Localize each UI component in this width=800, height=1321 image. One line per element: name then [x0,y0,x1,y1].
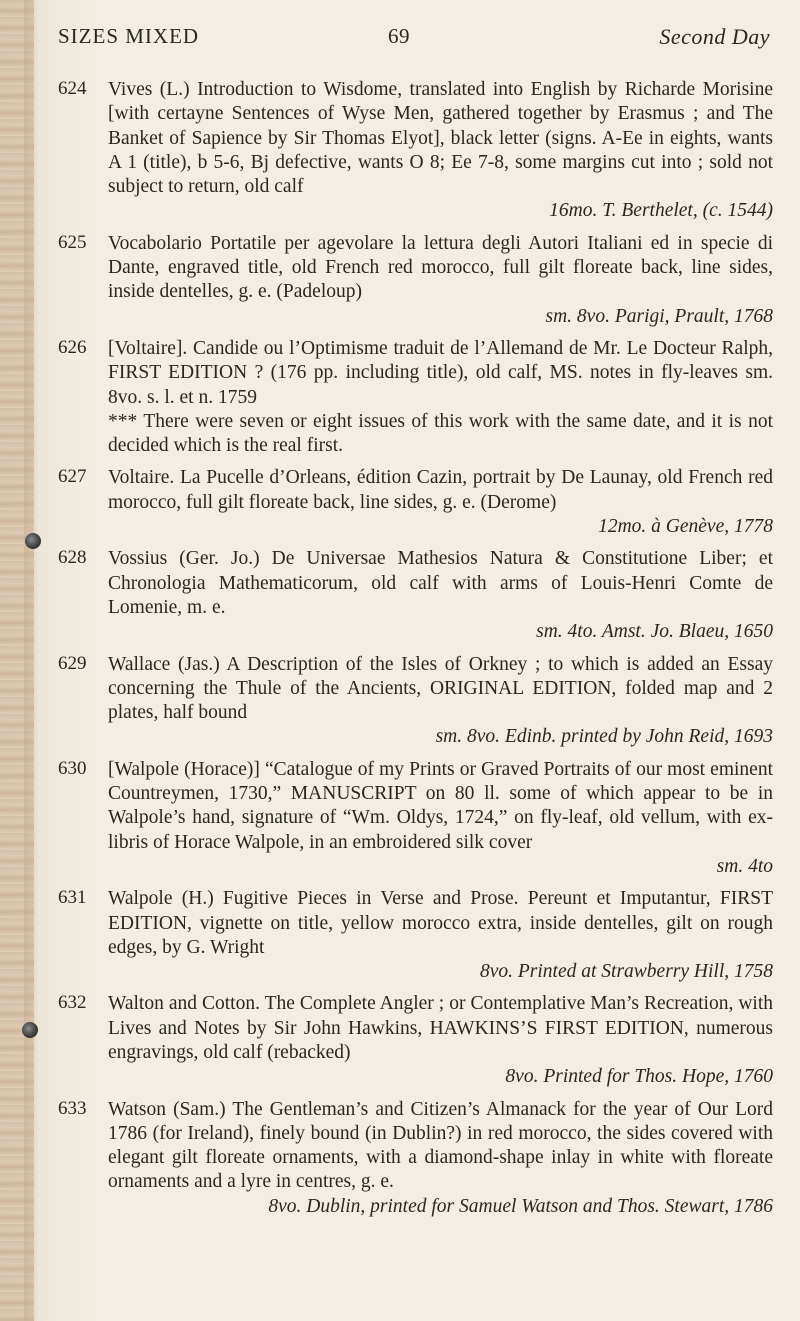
lot-number: 624 [58,78,87,99]
lot-imprint: sm. 8vo. Edinb. printed by John Reid, 1693 [435,726,773,748]
page-header [58,20,770,56]
lot-imprint: 16mo. T. Berthelet, (c. 1544) [549,200,773,222]
lot-description: Walpole (H.) Fugitive Pieces in Verse and Prose. Pereunt et Imputantur, FIRST EDITION, vignette on title, yellow morocco extra, inside dentelles, gilt on rough edges, by G. Wright [108,888,773,958]
lot-description: Vives (L.) Introduction to Wisdome, translated into English by Richarde Morisine [with certayne Sentences of Wyse Men, gathered together by Erasmus ; and The Banket of Sapience by Sir Thomas Elyot], black letter (signs. A-Ee in eights, wants A 1 (title), b 5-6, Bj defective, wants O 8; Ee 7-8, some margins cut into ; sold not subject to return, old calf [108,79,773,198]
page-edge-shadow [24,0,38,1321]
lot-entry [58,1098,773,1219]
lot-imprint: 8vo. Printed for Thos. Hope, 1760 [505,1066,773,1088]
lot-description: Voltaire. La Pucelle d’Orleans, édition Cazin, portrait by De Launay, old French red morocco, full gilt floreate back, line sides, g. e. (Derome) [108,467,773,513]
lot-number: 627 [58,466,87,488]
lot-number: 629 [58,652,87,674]
binding-hole-icon [22,1022,38,1038]
lot-note: *** There were seven or eight issues of this work with the same date, and it is not decided which is the real first. [108,410,773,457]
lot-number: 632 [58,992,87,1014]
lot-entry [58,887,773,984]
lot-number: 626 [58,336,87,358]
header-section: SIZES MIXED [58,24,200,48]
lot-entry [58,466,773,539]
lot-number: 630 [58,757,87,779]
lot-description: [Voltaire]. Candide ou l’Optimisme traduit de l’Allemand de Mr. Le Docteur Ralph, FIRST EDITION ? (176 pp. including title), old calf, MS. notes in fly-leaves sm. 8vo. s. l. et n. 1759 [108,337,773,408]
lot-imprint: 8vo. Printed at Strawberry Hill, 1758 [479,961,773,983]
lot-entry [58,547,773,644]
lot-imprint: 12mo. à Genève, 1778 [598,516,773,538]
lot-number: 625 [58,231,87,253]
lot-description: Watson (Sam.) The Gentleman’s and Citizen’s Almanack for the year of Our Lord 1786 (for Ireland), finely bound (in Dublin?) in red morocco, the sides covered with elegant gilt floreate ornaments, with a diamond-shape inlay in white with floreate ornaments and a lyre in centres, g. e. [108,1098,773,1193]
lot-list [58,78,773,1227]
lot-imprint: sm. 4to. Amst. Jo. Blaeu, 1650 [536,621,773,643]
lot-imprint: 8vo. Dublin, printed for Samuel Watson and Thos. Stewart, 1786 [268,1195,773,1217]
lot-description: Vocabolario Portatile per agevolare la lettura degli Autori Italiani ed in specie di Dante, engraved title, old French red morocco, full gilt floreate back, line sides, inside dentelles, g. e. (Padeloup) [108,232,773,303]
lot-description: Vossius (Ger. Jo.) De Universae Mathesios Natura & Constitutione Liber; et Chronologia Mathematicorum, old calf with arms of Louis-Henri Comte de Lomenie, m. e. [108,548,773,618]
lot-entry [58,232,773,329]
header-day: Second Day [659,24,770,49]
lot-number: 628 [58,547,87,569]
page-number: 69 [388,24,410,48]
lot-entry [58,992,773,1089]
lot-number: 633 [58,1097,87,1119]
lot-entry [58,337,773,458]
lot-imprint: sm. 4to [716,855,773,877]
lot-entry [58,78,773,224]
lot-description: Wallace (Jas.) A Description of the Isles of Orkney ; to which is added an Essay concerning the Thule of the Ancients, ORIGINAL EDITION, folded map and 2 plates, half bound [108,653,773,724]
lot-description: Walton and Cotton. The Complete Angler ; or Contemplative Man’s Recreation, with Lives and Notes by Sir John Hawkins, HAWKINS’S FIRST EDITION, numerous engravings, old calf (rebacked) [108,993,773,1063]
lot-number: 631 [58,887,87,909]
binding-hole-icon [25,533,41,549]
lot-entry [58,758,773,879]
lot-imprint: sm. 8vo. Parigi, Prault, 1768 [545,305,773,327]
lot-entry [58,653,773,750]
lot-description: [Walpole (Horace)] “Catalogue of my Prints or Graved Portraits of our most eminent Countreymen, 1730,” MANUSCRIPT on 80 ll. some of which appear to be in Walpole’s hand, signature of “Wm. Oldys, 1724,” on fly-leaf, old vellum, with ex-libris of Horace Walpole, in an embroidered silk cover [108,758,773,853]
